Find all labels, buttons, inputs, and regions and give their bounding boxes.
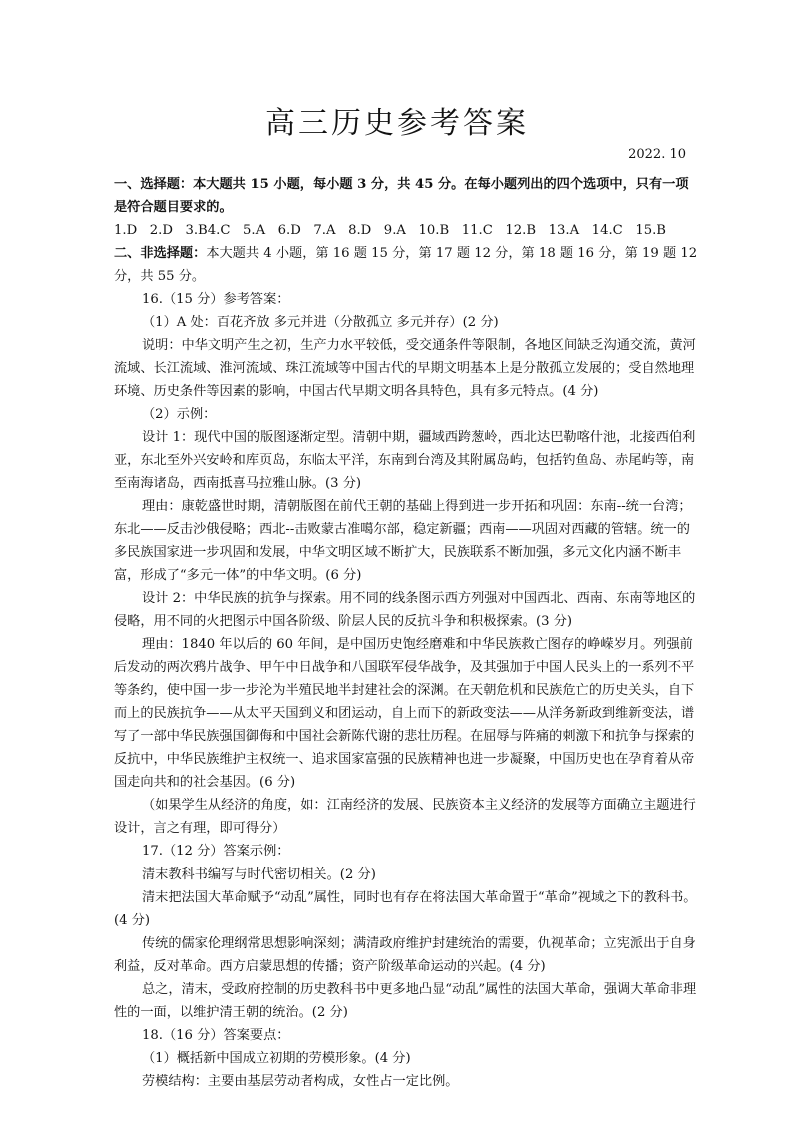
section2-header-bold: 二、非选择题： bbox=[114, 246, 207, 261]
q18-structure: 劳模结构：主要由基层劳动者构成，女性占一定比例。 bbox=[142, 1074, 459, 1089]
q17-point1: 清末教科书编写与时代密切相关。(2 分) bbox=[142, 867, 376, 882]
date-label: 2022. 10 bbox=[628, 147, 686, 162]
section2-header bbox=[114, 242, 698, 288]
q16-part1: （1）A 处：百花齐放 多元并进（分散孤立 多元并存）(2 分) bbox=[142, 315, 499, 330]
q18-heading: 18.（16 分）答案要点： bbox=[142, 1028, 290, 1043]
choice-answers: 1.D 2.D 3.B4.C 5.A 6.D 7.A 8.D 9.A 10.B 11.C 12.B 13.A 14.C 15.B bbox=[114, 223, 666, 238]
q16-design2: 设计 2：中华民族的抗争与探索。用不同的线条图示西方列强对中国西北、西南、东南等地区的侵略，用不同的火把图示中国各阶级、阶层人民的反抗斗争和积极探索。(3 分) bbox=[114, 591, 696, 629]
section2-header-rest: 本大题共 4 小题，第 16 题 15 分，第 17 题 12 分，第 18 题 16 分，第 19 题 12 分，共 55 分。 bbox=[114, 246, 698, 284]
q18-part1: （1）概括新中国成立初期的劳模形象。(4 分) bbox=[142, 1051, 411, 1066]
q16-reason1: 理由：康乾盛世时期，清朝版图在前代王朝的基础上得到进一步开拓和巩固：东南--统一台湾；东北——反击沙俄侵略；西北--击败蒙古准噶尔部，稳定新疆；西南——巩固对西藏的管辖。统一的多民族国家进一步巩固和发展，中华文明区域不断扩大，民族联系不断加强，多元文化内涵不断丰富，形成了“多元一体”的中华文明。(6 分) bbox=[114, 499, 692, 583]
q16-heading: 16.（15 分）参考答案： bbox=[142, 292, 290, 307]
q17-point3: 传统的儒家伦理纲常思想影响深刻；满清政府维护封建统治的需要，仇视革命；立宪派出于自身利益，反对革命。西方启蒙思想的传播；资产阶级革命运动的兴起。(4 分) bbox=[114, 936, 696, 974]
q16-reason2: 理由：1840 年以后的 60 年间，是中国历史饱经磨难和中华民族救亡图存的峥嵘岁月。列强前后发动的两次鸦片战争、甲午中日战争和八国联军侵华战争，及其强加于中国人民头上的一系列不平等条约，使中国一步一步沦为半殖民地半封建社会的深渊。在天朝危机和民族危亡的历史关头，自下而上的民族抗争——从太平天国到义和团运动，自上而下的新政变法——从洋务新政到维新变法，谱写了一部中华民族强国御侮和中国社会新陈代谢的悲壮历程。在屈辱与阵痛的刺激下和抗争与探索的反抗中，中华民族维护主权统一、追求国家富强的民族精神也进一步凝聚，中国历史也在孕育着从帝国走向共和的社会基因。(6 分) bbox=[114, 637, 695, 790]
section1-header: 一、选择题：本大题共 15 小题，每小题 3 分，共 45 分。在每小题列出的四个选项中，只有一项是符合题目要求的。 bbox=[114, 177, 689, 215]
q16-explanation: 说明：中华文明产生之初，生产力水平较低，受交通条件等限制，各地区间缺乏沟通交流，黄河流域、长江流域、淮河流域、珠江流域等中国古代的早期文明基本上是分散孤立发展的；受自然地理环境、历史条件等因素的影响，中国古代早期文明各具特色，具有多元特点。(4 分) bbox=[114, 338, 696, 399]
q17-summary: 总之，清末，受政府控制的历史教科书中更多地凸显“动乱”属性的法国大革命，强调大革命非理性的一面，以维护清王朝的统治。(2 分) bbox=[114, 982, 697, 1020]
q16-design1: 设计 1：现代中国的版图逐渐定型。清朝中期，疆域西跨葱岭，西北达巴勒喀什池，北接西伯利亚，东北至外兴安岭和库页岛，东临太平洋，东南到台湾及其附属岛屿，包括钓鱼岛、赤尾屿等，南至南海诸岛，西南抵喜马拉雅山脉。(3 分) bbox=[114, 430, 696, 491]
answer-body bbox=[114, 173, 698, 1093]
q17-point2: 清末把法国大革命赋予“动乱”属性，同时也有存在将法国大革命置于“革命”视域之下的教科书。(4 分) bbox=[114, 890, 697, 928]
q16-note: （如果学生从经济的角度，如：江南经济的发展、民族资本主义经济的发展等方面确立主题进行设计，言之有理，即可得分） bbox=[114, 798, 696, 836]
q17-heading: 17.（12 分）答案示例： bbox=[142, 844, 290, 859]
q16-part2: （2）示例： bbox=[142, 407, 217, 422]
page-title: 高三历史参考答案 bbox=[265, 106, 529, 141]
